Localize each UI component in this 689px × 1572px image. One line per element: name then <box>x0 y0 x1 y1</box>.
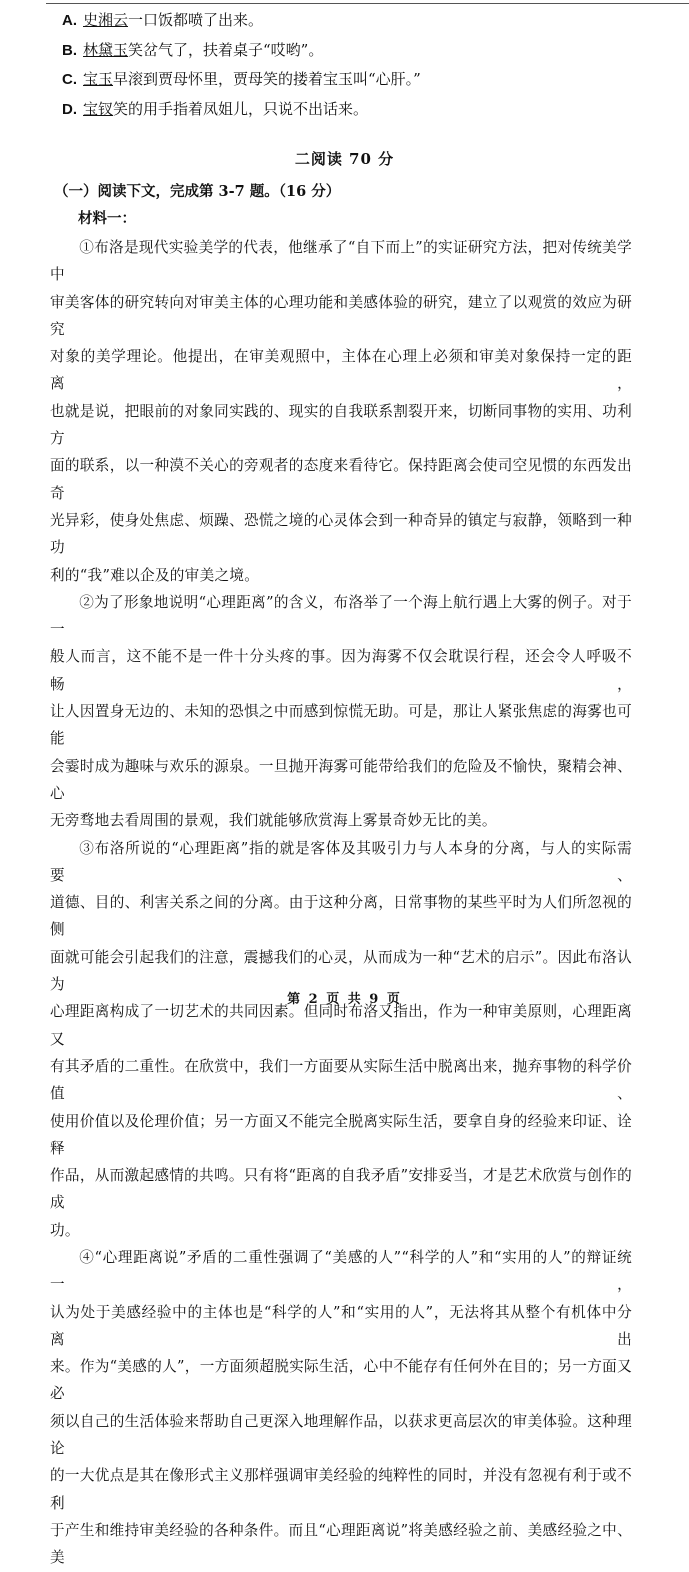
option-b <box>62 36 662 66</box>
material-label: 材料一： <box>78 210 136 227</box>
paragraph-1-line: 也就是说，把眼前的对象同实践的、现实的自我联系割裂开来，切断同事物的实用、功利方 <box>50 402 632 448</box>
top-rule <box>46 3 689 4</box>
option-a <box>62 6 662 36</box>
option-character-name: 宝钗 <box>83 99 114 118</box>
article-body <box>50 234 632 1572</box>
option-character-name: 宝玉 <box>83 70 114 88</box>
option-letter: D. <box>62 100 77 118</box>
paragraph-4-line: 认为处于美感经验中的主体也是“科学的人”和“实用的人”，无法将其从整个有机体中分离出 <box>50 1303 632 1348</box>
question-intro: （一）阅读下文，完成第 3-7 题。（16 分） <box>54 183 341 200</box>
option-text: 笑的用手指着凤姐儿，只说不出话来。 <box>113 99 369 118</box>
paragraph-3-line: 面就可能会引起我们的注意，震撼我们的心灵，从而成为一种“艺术的启示”。因此布洛认为 <box>50 948 632 994</box>
paragraph-2-line: ②为了形象地说明“心理距离”的含义，布洛举了一个海上航行遇上大雾的例子。对于一 <box>50 593 632 639</box>
paragraph-4-line: 的一大优点是其在像形式主义那样强调审美经验的纯粹性的同时，并没有忽视有利于或不利 <box>50 1467 632 1512</box>
paragraph-3-line: 功。 <box>50 1221 80 1239</box>
paragraph-1-line: 利的“我”难以企及的审美之境。 <box>50 566 260 584</box>
paragraph-1-line: 审美客体的研究转向对审美主体的心理功能和美感体验的研究，建立了以观赏的效应为研究 <box>50 293 632 338</box>
option-text: 一口饭都喷了出来。 <box>128 11 264 29</box>
option-c <box>62 65 662 95</box>
paragraph-3-line: 使用价值以及伦理价值；另一方面又不能完全脱离实际生活，要拿自身的经验来印证、诠释 <box>50 1112 632 1157</box>
option-letter: B. <box>62 41 77 59</box>
paragraph-1-line: 对象的美学理论。他提出，在审美观照中，主体在心理上必须和审美对象保持一定的距离， <box>50 348 632 393</box>
paragraph-3-line: ③布洛所说的“心理距离”指的就是客体及其吸引力与人本身的分离，与人的实际需要、 <box>50 839 632 884</box>
option-letter: A. <box>62 12 77 29</box>
answer-options <box>62 6 662 124</box>
paragraph-2-line: 般人而言，这不能不是一件十分头疼的事。因为海雾不仅会耽误行程，还会令人呼吸不畅， <box>50 648 632 693</box>
paragraph-2-line: 让人因置身无边的、未知的恐惧之中而感到惊慌无助。可是，那让人紧张焦虑的海雾也可能 <box>50 703 632 748</box>
option-character-name: 林黛玉 <box>83 40 129 59</box>
page-footer: 第 2 页 共 9 页 <box>287 992 402 1007</box>
option-text: 早滚到贾母怀里，贾母笑的搂着宝玉叫“心肝。” <box>113 70 421 88</box>
paragraph-3-line: 有其矛盾的二重性。在欣赏中，我们一方面要从实际生活中脱离出来，抛弃事物的科学价值、 <box>50 1057 632 1103</box>
option-letter: C. <box>62 71 77 88</box>
paragraph-3-line: 道德、目的、利害关系之间的分离。由于这种分离，日常事物的某些平时为人们所忽视的侧 <box>50 894 632 939</box>
paragraph-2-line: 会霎时成为趣味与欢乐的源泉。一旦抛开海雾可能带给我们的危险及不愉快，聚精会神、心 <box>50 757 632 802</box>
section-heading: 二阅读 70 分 <box>294 150 395 168</box>
option-text: 笑岔气了，扶着桌子“哎哟”。 <box>128 40 324 59</box>
paragraph-4-line: 于产生和维持审美经验的各种条件。而且“心理距离说”将美感经验之前、美感经验之中、美 <box>50 1521 632 1567</box>
option-d <box>62 95 662 125</box>
paragraph-3-line: 作品，从而激起感情的共鸣。只有将“距离的自我矛盾”安排妥当，才是艺术欣赏与创作的成 <box>50 1167 632 1212</box>
paragraph-3-line: 心理距离构成了一切艺术的共同因素。但同时布洛又指出，作为一种审美原则，心理距离又 <box>50 1003 632 1048</box>
paragraph-1-line: 面的联系，以一种漠不关心的旁观者的态度来看待它。保持距离会使司空见惯的东西发出奇 <box>50 457 632 502</box>
paragraph-1-line: ①布洛是现代实验美学的代表，他继承了“自下而上”的实证研究方法，把对传统美学中 <box>50 239 632 284</box>
paragraph-1-line: 光异彩，使身处焦虑、烦躁、恐慌之境的心灵体会到一种奇异的镇定与寂静，领略到一种功 <box>50 511 632 557</box>
paragraph-4-line: 来。作为“美感的人”，一方面须超脱实际生活，心中不能存有任何外在目的；另一方面又必 <box>50 1358 632 1403</box>
paragraph-4-line: 须以自己的生活体验来帮助自己更深入地理解作品，以获求更高层次的审美体验。这种理论 <box>50 1412 632 1458</box>
paragraph-2-line: 无旁骛地去看周围的景观，我们就能够欣赏海上雾景奇妙无比的美。 <box>50 812 497 830</box>
paragraph-4-line: ④“心理距离说”矛盾的二重性强调了“美感的人”“科学的人”和“实用的人”的辩证统一， <box>50 1248 632 1294</box>
option-character-name: 史湘云 <box>83 11 129 29</box>
